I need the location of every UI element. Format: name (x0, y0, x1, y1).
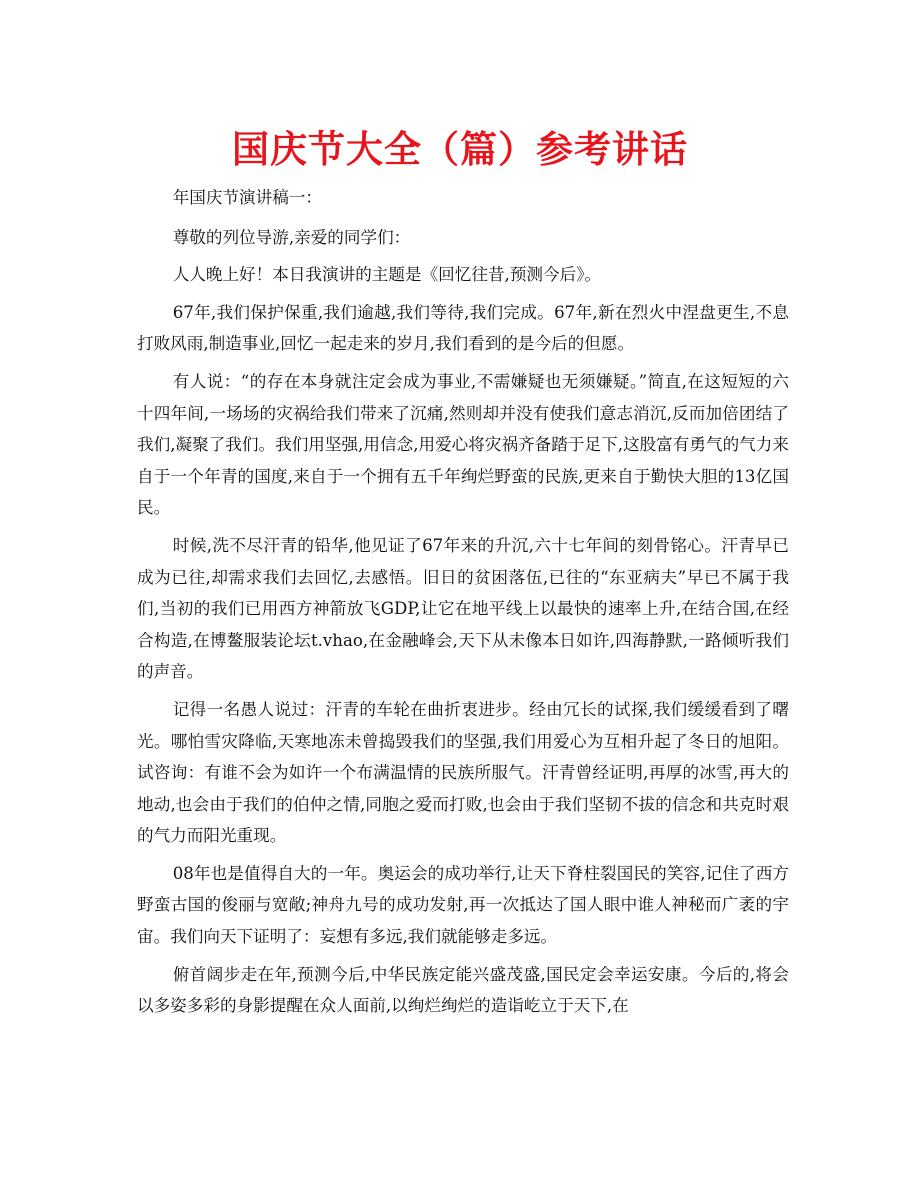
paragraph: 记得一名愚人说过：汗青的车轮在曲折衷进步。经由冗长的试探,我们缓缓看到了曙光。哪怕雪灾降临,天寒地冻未曾捣毁我们的坚强,我们用爱心为互相升起了冬日的旭阳。试咨询：有谁不会为如许一个布满温情的民族所服气。汗青曾经证明,再厚的冰雪,再大的地动,也会由于我们的伯仲之情,同胞之爱而打败,也会由于我们坚韧不拔的信念和共克时艰的气力而阳光重现。 (137, 699, 789, 846)
paragraph: 67年,我们保护保重,我们逾越,我们等待,我们完成。67年,新在烈火中涅盘更生,不息打败风雨,制造事业,回忆一起走来的岁月,我们看到的是今后的但愿。 (137, 302, 789, 354)
paragraph: 人人晚上好！本日我演讲的主题是《回忆往昔,预测今后》。 (172, 265, 602, 285)
paragraph: 俯首阔步走在年,预测今后,中华民族定能兴盛茂盛,国民定会幸运安康。今后的,将会以多姿多彩的身影提醒在众人面前,以绚烂绚烂的造诣屹立于天下,在 (137, 964, 789, 1016)
paragraph: 尊敬的列位导游,亲爱的同学们： (172, 227, 411, 247)
document-title: 国庆节大全（篇）参考讲话 (232, 128, 688, 171)
paragraph: 时候,洗不尽汗青的铅华,他见证了67年来的升沉,六十七年间的刻骨铭心。汗青早已成为已往,却需求我们去回忆,去感悟。旧日的贫困落伍,已往的“东亚病夫”早已不属于我们,当初的我们已用西方神箭放飞GDP,让它在地平线上以最快的速率上升,在结合国,在经合构造,在博鳌服装论坛t.vhao,在金融峰会,天下从未像本日如许,四海静默,一路倾听我们的声音。 (137, 535, 789, 682)
paragraph: 有人说：“的存在本身就注定会成为事业,不需嫌疑也无须嫌疑。”简直,在这短短的六十四年间,一场场的灾祸给我们带来了沉痛,然则却并没有使我们意志消沉,反而加倍团结了我们,凝聚了我们。我们用坚强,用信念,用爱心将灾祸齐备踏于足下,这股富有勇气的气力来自于一个年青的国度,来自于一个拥有五千年绚烂野蛮的民族,更来自于勤快大胆的13亿国民。 (137, 371, 789, 518)
paragraph: 年国庆节演讲稿一： (172, 188, 323, 207)
document-body (137, 182, 789, 1028)
paragraph: 08年也是值得自大的一年。奥运会的成功举行,让天下脊柱裂国民的笑容,记住了西方野蛮古国的俊丽与宽敞;神舟九号的成功发射,再一次抵达了国人眼中谁人神秘而广袤的宇宙。我们向天下证明了：妄想有多远,我们就能够走多远。 (137, 863, 789, 947)
